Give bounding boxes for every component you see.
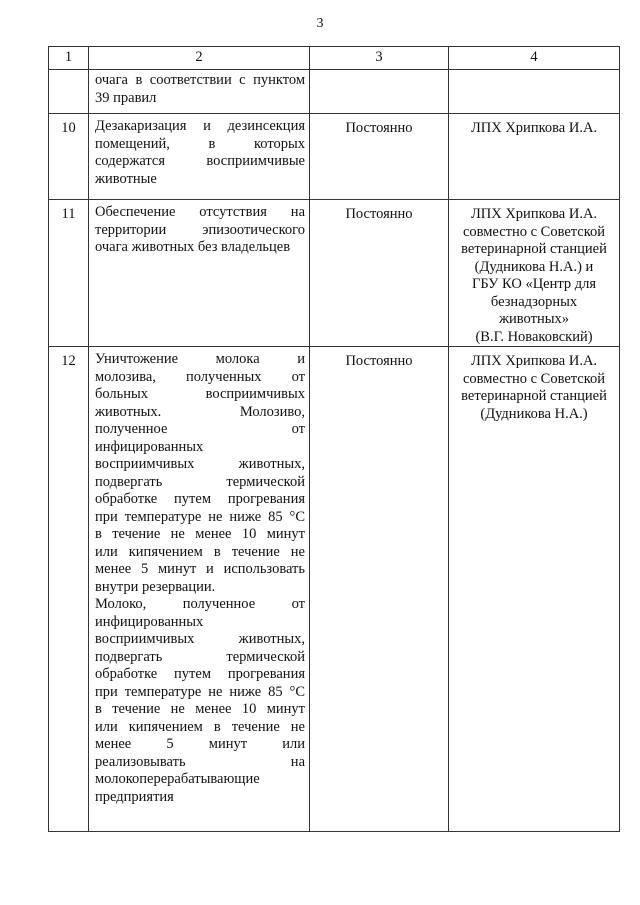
- text-line: ЛПХ Хрипкова И.А.: [470, 206, 598, 222]
- text-line: Молоко, полученное от: [95, 596, 305, 612]
- cell-responsible: [449, 114, 620, 200]
- header-col-4: 4: [449, 47, 620, 70]
- text-line: содержатся восприимчивые: [95, 153, 305, 169]
- text-line: животных»: [499, 311, 569, 327]
- text-line: ГБУ КО «Центр для: [471, 276, 597, 292]
- cell-action: [89, 347, 310, 832]
- text-line: животные: [95, 170, 157, 187]
- text-line: Уничтожение молока и: [95, 351, 305, 367]
- text-line: обработке путем прогревания: [95, 666, 305, 682]
- header-col-3: 3: [310, 47, 449, 70]
- text-line: полученное от: [95, 421, 305, 437]
- text-line: безнадзорных: [490, 293, 578, 310]
- cell-responsible: [449, 347, 620, 832]
- text-line: подвергать термической: [95, 648, 305, 665]
- page-number: 3: [316, 16, 324, 31]
- text-line: инфицированных: [95, 438, 204, 455]
- text-line: совместно с Советской: [462, 370, 606, 387]
- cell-action: [89, 200, 310, 347]
- header-col-1: 1: [49, 47, 89, 70]
- cell-action: [89, 70, 310, 114]
- text-line: Обеспечение отсутствия на: [95, 204, 305, 220]
- text-line: или кипячением в течение не: [95, 543, 305, 560]
- text-line: реализовывать на: [95, 753, 305, 770]
- text-line: (Дудникова Н.А.) и: [474, 258, 594, 275]
- text-line: внутри резервации.: [95, 578, 216, 595]
- text-line: очага в соответствии с пунктом: [95, 72, 305, 88]
- table-row: [49, 347, 620, 832]
- text-line: в течение не менее 10 минут: [95, 701, 305, 717]
- row-number: 10: [49, 114, 89, 200]
- text-line: при температуре не ниже 85 °С: [95, 683, 305, 700]
- cell-term: Постоянно: [310, 114, 449, 200]
- cell-term: Постоянно: [310, 347, 449, 832]
- text-line: восприимчивых животных,: [95, 631, 305, 647]
- measures-table: [48, 46, 620, 832]
- cell-responsible: [449, 200, 620, 347]
- text-line: больных восприимчивых: [95, 386, 305, 402]
- text-line: ЛПХ Хрипкова И.А.: [470, 120, 598, 136]
- text-line: Дезакаризация и дезинсекция: [95, 118, 305, 134]
- header-col-2: 2: [89, 47, 310, 70]
- text-line: инфицированных: [95, 613, 204, 630]
- text-line: очага животных без владельцев: [95, 239, 291, 255]
- text-line: предприятия: [95, 788, 174, 805]
- cell-term: [310, 70, 449, 114]
- continuation-row: [49, 70, 620, 114]
- table-row: [49, 114, 620, 200]
- cell-responsible: [449, 70, 620, 114]
- row-number: 11: [49, 200, 89, 347]
- text-line: (В.Г. Новаковский): [475, 328, 593, 345]
- text-line: ветеринарной станцией: [461, 241, 607, 257]
- text-line: ЛПХ Хрипкова И.А.: [470, 353, 598, 369]
- text-line: восприимчивых животных,: [95, 456, 305, 472]
- text-line: или кипячением в течение не: [95, 718, 305, 735]
- row-number: 12: [49, 347, 89, 832]
- table-row: [49, 200, 620, 347]
- text-line: помещений, в которых: [95, 135, 305, 152]
- text-line: ветеринарной станцией: [461, 388, 607, 404]
- text-line: 39 правил: [95, 89, 157, 106]
- text-line: подвергать термической: [95, 473, 305, 490]
- cell-action: [89, 114, 310, 200]
- text-line: менее 5 минут или: [95, 736, 305, 752]
- text-line: территории эпизоотического: [95, 221, 305, 238]
- text-line: молозива, полученных от: [95, 368, 305, 385]
- text-line: при температуре не ниже 85 °С: [95, 508, 305, 525]
- cell-num: [49, 70, 89, 114]
- text-line: (Дудникова Н.А.): [480, 405, 588, 422]
- header-row: [49, 47, 620, 70]
- text-line: молокоперерабатывающие: [95, 771, 260, 787]
- text-line: менее 5 минут и использовать: [95, 561, 305, 577]
- text-line: в течение не менее 10 минут: [95, 526, 305, 542]
- text-line: обработке путем прогревания: [95, 491, 305, 507]
- text-line: животных. Молозиво,: [95, 403, 305, 420]
- text-line: совместно с Советской: [462, 223, 606, 240]
- cell-term: Постоянно: [310, 200, 449, 347]
